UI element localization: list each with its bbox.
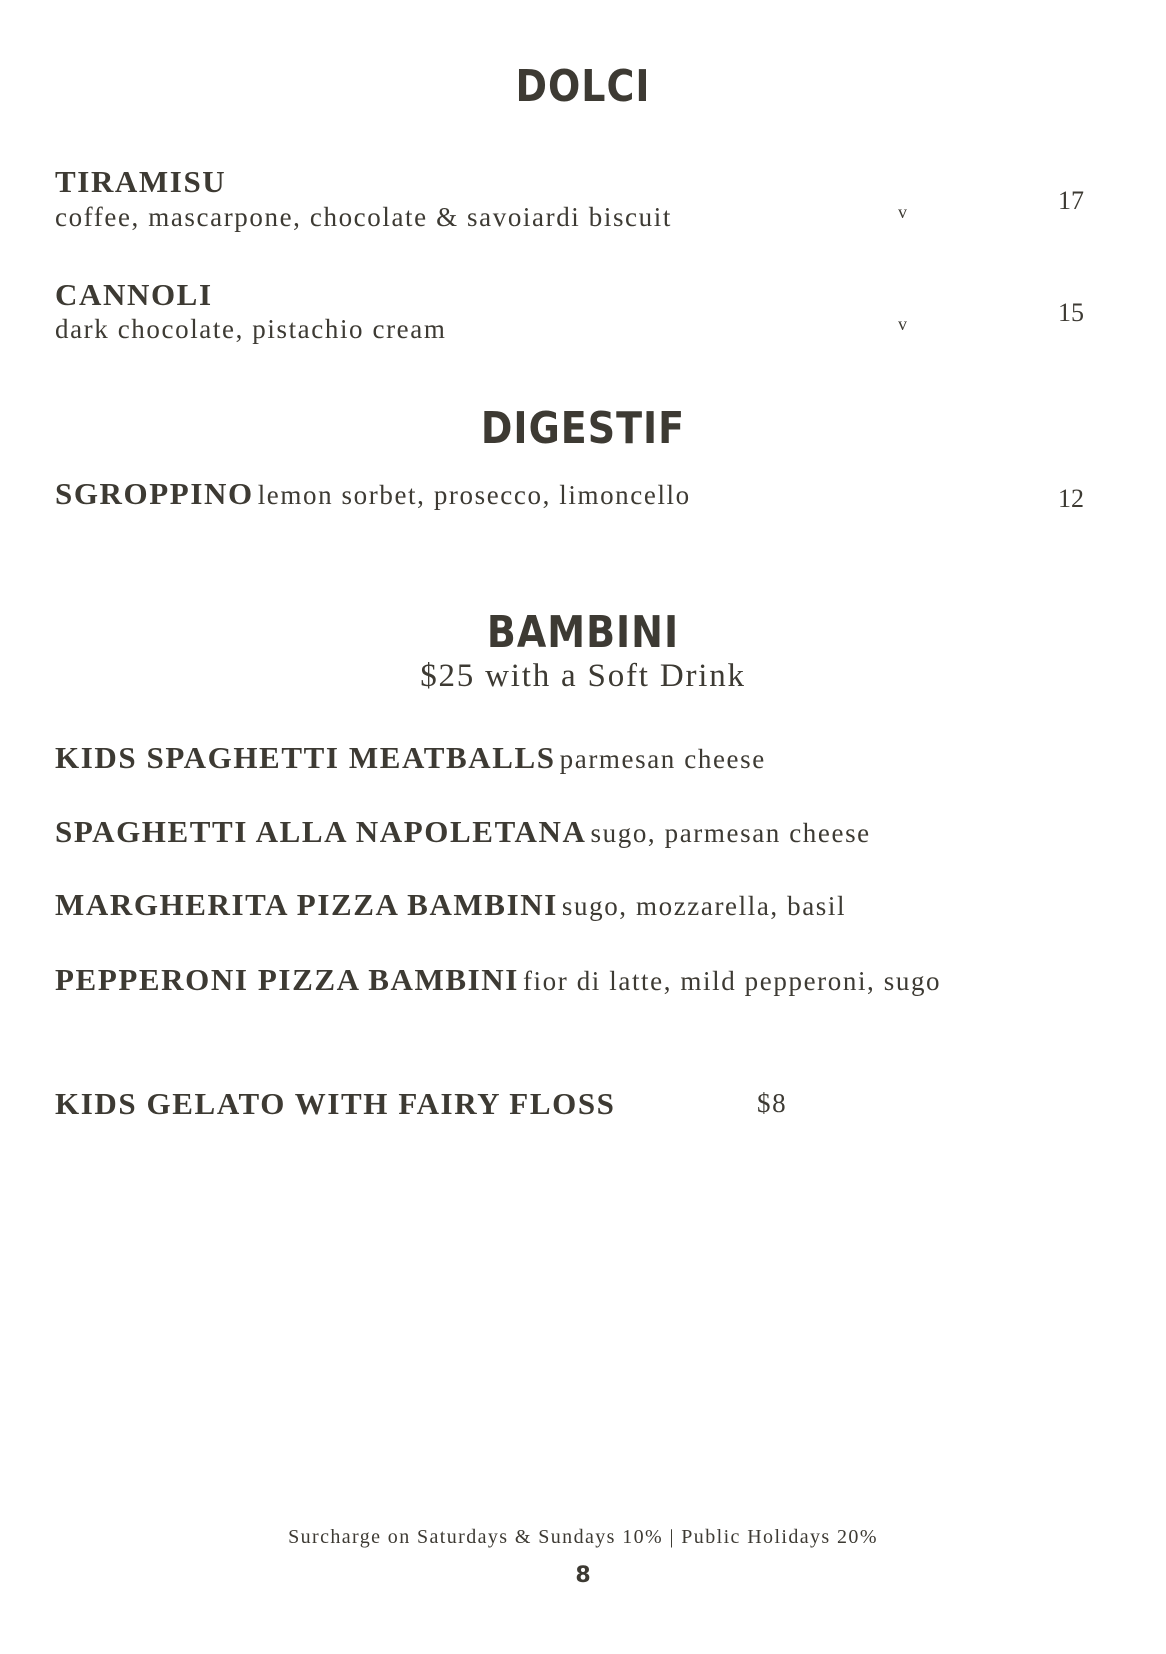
- menu-item-description: dark chocolate, pistachio cream: [55, 314, 447, 344]
- menu-item-price: 17: [1058, 186, 1084, 215]
- menu-item: [55, 962, 941, 998]
- menu-item-name: CANNOLI: [55, 277, 213, 312]
- menu-item: [55, 887, 846, 923]
- menu-item-description: sugo, mozzarella, basil: [561, 891, 847, 921]
- menu-item: [55, 740, 766, 776]
- bambini-price-note: $25 with a Soft Drink: [420, 658, 746, 694]
- vegetarian-marker: v: [898, 314, 907, 334]
- section-title-bambini: BAMBINI: [486, 606, 680, 658]
- page-number: 8: [575, 1563, 591, 1588]
- menu-item-name: PEPPERONI PIZZA BAMBINI: [55, 962, 519, 997]
- menu-item-name: KIDS SPAGHETTI MEATBALLS: [55, 740, 556, 775]
- menu-item: [55, 476, 691, 512]
- menu-item: [55, 814, 871, 850]
- menu-item-price: 12: [1058, 484, 1084, 513]
- menu-item-description: sugo, parmesan cheese: [590, 818, 871, 848]
- menu-item-price: $8: [757, 1088, 788, 1118]
- menu-item-name: TIRAMISU: [55, 164, 227, 199]
- menu-item-name: KIDS GELATO WITH FAIRY FLOSS: [55, 1086, 616, 1121]
- menu-item-description: coffee, mascarpone, chocolate & savoiardi biscuit: [55, 202, 672, 232]
- menu-item-description: fior di latte, mild pepperoni, sugo: [522, 966, 942, 996]
- vegetarian-marker: v: [898, 202, 907, 222]
- surcharge-note: Surcharge on Saturdays & Sundays 10% | Public Holidays 20%: [288, 1526, 878, 1548]
- menu-item-description: lemon sorbet, prosecco, limoncello: [257, 480, 691, 510]
- menu-item-description: parmesan cheese: [559, 744, 766, 774]
- section-title-digestif: DIGESTIF: [480, 402, 686, 454]
- menu-item-name: SPAGHETTI ALLA NAPOLETANA: [55, 814, 587, 849]
- menu-item-price: 15: [1058, 298, 1084, 327]
- section-title-dolci: DOLCI: [515, 60, 651, 112]
- menu-item-name: MARGHERITA PIZZA BAMBINI: [55, 887, 558, 922]
- menu-item-name: SGROPPINO: [55, 476, 254, 511]
